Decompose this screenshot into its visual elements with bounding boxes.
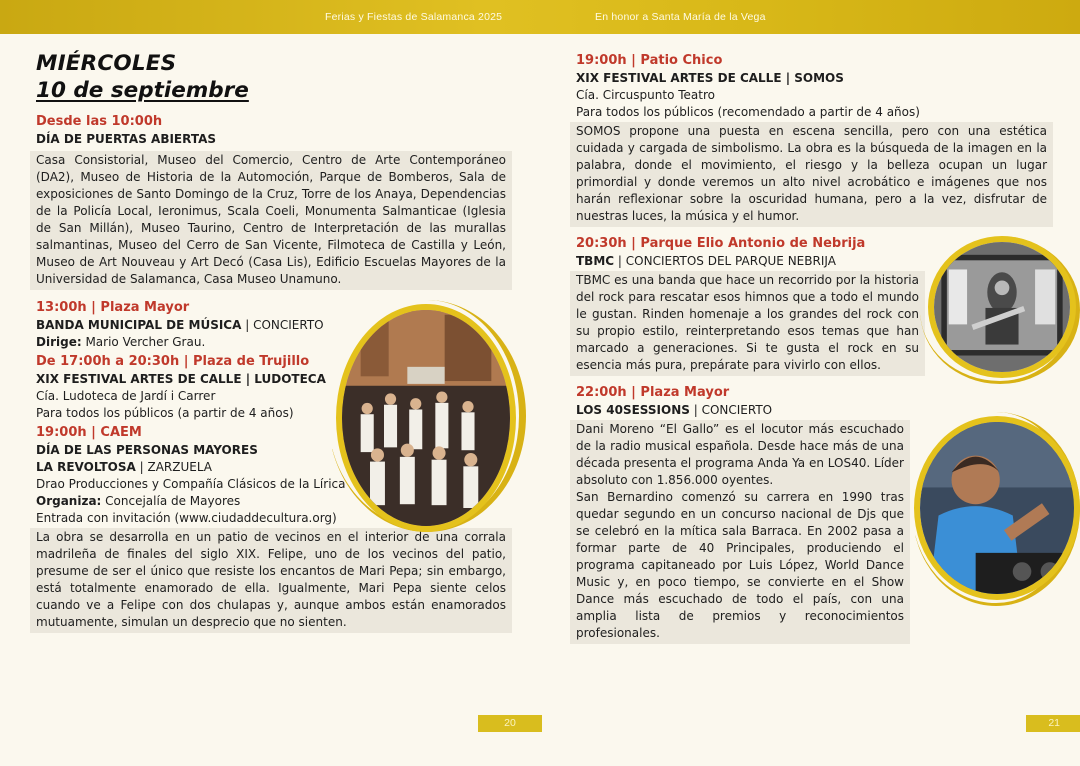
event-description-p1: Dani Moreno “El Gallo” es el locutor más escuchado de la radio musical española. Desde hace más de una década presenta el programa Anda Ya en LOS40. Líder absoluto con 1.856.000 oyentes. bbox=[576, 422, 904, 487]
organizer-label: Organiza: bbox=[36, 494, 102, 508]
event-audience: Para todos los públicos (a partir de 4 años) bbox=[36, 406, 294, 420]
event-title: XIX FESTIVAL ARTES DE CALLE | LUDOTECA bbox=[36, 372, 326, 386]
event-description: SOMOS propone una puesta en escena sencilla, pero con una estética cuidada y cargada de simbolismo. La obra es la búsqueda de la imagen en la palabra, donde el movimiento, el riesgo y la belleza ocupan un lugar primordial y donde veremos un alto nivel acrobático e imágenes que nos harán reflexionar sobre la oscuridad humana, pero a la vez, disfrutar de nuestras luces, la música y el humor. bbox=[570, 122, 1053, 227]
event-description-p2: San Bernardino comenzó su carrera en 1990 tras quedar segundo en un concurso nacional de Djs que se celebró en la mítica sala Barraca. En 2002 pasa a formar parte de 40 Principales, produciendo el programa capitaneado por Luis López, World Dance Music y, en poco tiempo, se convierte en el Show Dance más escuchado de todo el país, con una amplia lista de premios y reconocimientos profesionales. bbox=[576, 490, 904, 640]
event-title: TBMC bbox=[576, 254, 615, 268]
day-heading: MIÉRCOLES bbox=[36, 51, 177, 76]
event-title: BANDA MUNICIPAL DE MÚSICA bbox=[36, 318, 242, 332]
event-open-doors bbox=[30, 113, 512, 290]
event-company: Cía. Circuspunto Teatro bbox=[576, 88, 715, 102]
event-subtitle: LA REVOLTOSA bbox=[36, 460, 136, 474]
event-entry: Entrada con invitación (www.ciudaddecultura.org) bbox=[36, 511, 337, 525]
organizer-name: Concejalía de Mayores bbox=[101, 494, 241, 508]
event-time: 13:00h | Plaza Mayor bbox=[36, 300, 190, 315]
event-category: | ZARZUELA bbox=[135, 460, 213, 474]
event-time: 22:00h | Plaza Mayor bbox=[576, 385, 730, 400]
event-category: | CONCIERTOS DEL PARQUE NEBRIJA bbox=[614, 254, 836, 268]
band-photo-image bbox=[342, 310, 510, 526]
dj-photo-image bbox=[920, 422, 1074, 594]
event-time: 19:00h | Patio Chico bbox=[576, 53, 723, 68]
page-number-left: 20 bbox=[478, 715, 542, 732]
rock-band-photo bbox=[928, 236, 1076, 378]
event-company: Cía. Ludoteca de Jardí i Carrer bbox=[36, 389, 216, 403]
dj-photo bbox=[914, 416, 1080, 600]
page-number-right: 21 bbox=[1026, 715, 1080, 732]
date-heading: 10 de septiembre bbox=[36, 78, 249, 103]
director-name: Mario Vercher Grau. bbox=[81, 335, 206, 349]
header-left-text: Ferias y Fiestas de Salamanca 2025 bbox=[325, 11, 503, 23]
event-time: De 17:00h a 20:30h | Plaza de Trujillo bbox=[36, 354, 310, 369]
event-description: Casa Consistorial, Museo del Comercio, Centro de Arte Contemporáneo (DA2), Museo de Historia de la Automoción, Parque de Bomberos, Sala de exposiciones de Santo Domingo de la Cruz, Torre de los Anaya, Dependencias de la Policía Local, Ieronimus, Scala Coeli, Monumenta Salmanticae (Iglesia de San Millán), Museo Taurino, Centro de Interpretación de las murallas salmantinas, Museo del Cerro de San Vicente, Filmoteca de Castilla y León, Museo de Art Nouveau y Art Decó (Casa Lis), Edificio Escuelas Mayores de la Universidad de Salamanca, Casa Museo Unamuno. bbox=[30, 151, 512, 290]
event-description bbox=[570, 420, 910, 644]
event-time: 19:00h | CAEM bbox=[36, 425, 142, 440]
director-label: Dirige: bbox=[36, 335, 82, 349]
event-description: TBMC es una banda que hace un recorrido por la historia del rock para rescatar esos himnos que a todo el mundo le gustan. Rinden homenaje a los grandes del rock con su propio estilo, reinterpretando esos temas que han marcado a generaciones. Si te gusta el rock en su esencia más pura, prepárate para vivirlo con ellos. bbox=[570, 271, 925, 376]
event-title: LOS 40SESSIONS bbox=[576, 403, 690, 417]
event-title: DÍA DE LAS PERSONAS MAYORES bbox=[36, 443, 258, 457]
event-category: | CONCIERTO bbox=[241, 318, 324, 332]
rock-band-photo-image bbox=[934, 242, 1070, 372]
event-category: | CONCIERTO bbox=[689, 403, 773, 417]
event-title: XIX FESTIVAL ARTES DE CALLE | SOMOS bbox=[576, 71, 844, 85]
event-company: Drao Producciones y Compañía Clásicos de la Lírica bbox=[36, 477, 346, 491]
event-time: Desde las 10:00h bbox=[36, 114, 163, 129]
event-audience: Para todos los públicos (recomendado a partir de 4 años) bbox=[576, 105, 920, 119]
header-band bbox=[0, 0, 1080, 34]
event-description: La obra se desarrolla en un patio de vecinos en el interior de una corrala madrileña de finales del siglo XIX. Felipe, uno de los vecinos del patio, presume de ser el único que resiste los encantos de Mari Pepa; sin embargo, está totalmente enamorado de ella. Igualmente, Mari Pepa siente celos cuando ve a Felipe con dos chulapas y, aunque ambos están enamorados mutuamente, simulan un desprecio que no sienten. bbox=[30, 528, 512, 633]
event-time: 20:30h | Parque Elio Antonio de Nebrija bbox=[576, 236, 866, 251]
event-somos bbox=[570, 52, 1053, 227]
header-right-text: En honor a Santa María de la Vega bbox=[595, 11, 766, 23]
event-title: DÍA DE PUERTAS ABIERTAS bbox=[36, 132, 217, 146]
band-photo bbox=[336, 304, 516, 532]
